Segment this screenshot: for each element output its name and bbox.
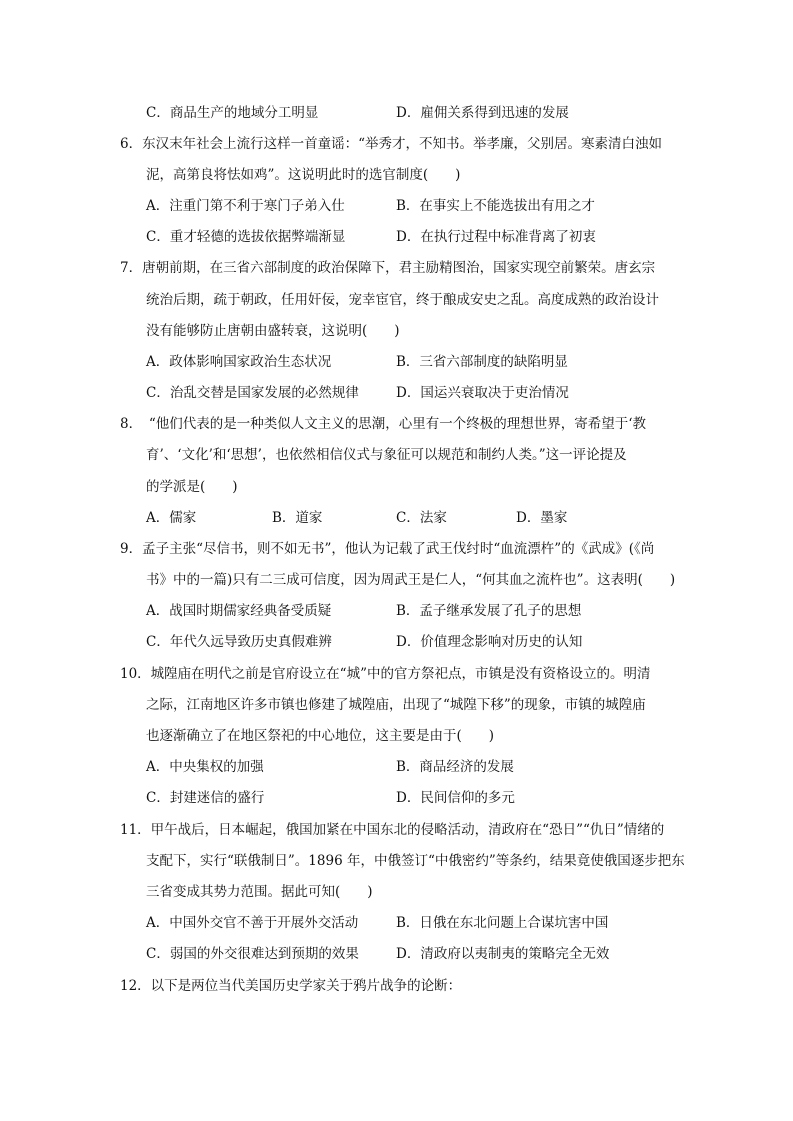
q11-option-b: B．日俄在东北问题上合谋坑害中国 <box>396 915 609 931</box>
q11-option-d: D．清政府以夷制夷的策略完全无效 <box>396 946 610 962</box>
q7-option-b: B．三省六部制度的缺陷明显 <box>396 354 568 370</box>
q7-stem-line3: 没有能够防止唐朝由盛转衰，这说明( ) <box>146 323 400 339</box>
q10-stem-line1: 10．城隍庙在明代之前是官府设立在“城”中的官方祭祀点，市镇是没有资格设立的。明清 <box>120 666 651 682</box>
q10-option-b: B．商品经济的发展 <box>396 759 514 775</box>
q11-option-c: C．弱国的外交很难达到预期的效果 <box>146 946 359 962</box>
q10-option-a: A．中央集权的加强 <box>146 759 264 775</box>
q10-stem-line2: 之际，江南地区许多市镇也修建了城隍庙，出现了“城隍下移”的现象，市镇的城隍庙 <box>146 697 646 713</box>
q6-option-d: D．在执行过程中标准背离了初衷 <box>396 229 596 245</box>
q9-stem-line2: 书》中的一篇)只有二三成可信度，因为周武王是仁人，“何其血之流杵也”。这表明( ) <box>146 572 676 588</box>
q8-option-c: C．法家 <box>396 510 447 526</box>
q11-stem-line3: 三省变成其势力范围。据此可知( ) <box>146 884 373 900</box>
q7-option-a: A．政体影响国家政治生态状况 <box>146 354 332 370</box>
q6-option-b: B．在事实上不能选拔出有用之才 <box>396 198 595 214</box>
q12-stem-line1: 12．以下是两位当代美国历史学家关于鸦片战争的论断： <box>120 978 462 994</box>
q9-option-d: D．价值理念影响对历史的认知 <box>396 634 583 650</box>
q9-option-c: C．年代久远导致历史真假难辨 <box>146 634 332 650</box>
q6-option-a: A．注重门第不利于寒门子弟入仕 <box>146 198 345 214</box>
q10-stem-line3: 也逐渐确立了在地区祭祀的中心地位，这主要是由于( ) <box>146 728 495 744</box>
q8-option-d: D．墨家 <box>516 510 568 526</box>
q11-stem-line2: 支配下，实行“联俄制日”。1896 年，中俄签订“中俄密约”等条约，结果竟使俄国逐步把东 <box>146 853 685 869</box>
q6-stem-line2: 泥，高第良将怯如鸡”。这说明此时的选官制度( ) <box>146 167 461 183</box>
q10-option-d: D．民间信仰的多元 <box>396 790 515 806</box>
q11-stem-line1: 11．甲午战后，日本崛起，俄国加紧在中国东北的侵略活动，清政府在“恐日”“仇日”情绪的 <box>120 822 665 838</box>
q6-stem-line1: 6．东汉末年社会上流行这样一首童谣：“举秀才，不知书。举孝廉，父别居。寒素清白浊如 <box>120 136 662 152</box>
q8-option-b: B．道家 <box>272 510 323 526</box>
q6-option-c: C．重才轻德的选拔依据弊端渐显 <box>146 229 346 245</box>
q10-option-c: C．封建迷信的盛行 <box>146 790 265 806</box>
q5-option-d: D．雇佣关系得到迅速的发展 <box>396 105 569 121</box>
q7-stem-line2: 统治后期，疏于朝政，任用奸佞，宠幸宦官，终于酿成安史之乱。高度成熟的政治设计 <box>146 292 659 308</box>
q8-option-a: A．儒家 <box>146 510 197 526</box>
q8-stem-line1: 8． “他们代表的是一种类似人文主义的思潮，心里有一个终极的理想世界，寄希望于‘教 <box>120 416 647 432</box>
q8-stem-line2: 育’、‘文化’和‘思想’，也依然相信仪式与象征可以规范和制约人类。”这一评论提及 <box>146 447 627 463</box>
q7-stem-line1: 7．唐朝前期，在三省六部制度的政治保障下，君主励精图治，国家实现空前繁荣。唐玄宗 <box>120 260 656 276</box>
q8-stem-line3: 的学派是( ) <box>146 479 238 495</box>
q7-option-d: D．国运兴衰取决于吏治情况 <box>396 385 569 401</box>
q11-option-a: A．中国外交官不善于开展外交活动 <box>146 915 359 931</box>
q9-option-a: A．战国时期儒家经典备受质疑 <box>146 603 332 619</box>
q9-stem-line1: 9．孟子主张“尽信书，则不如无书”，他认为记载了武王伐纣时“血流漂杵”的《武成》(《尚 <box>120 541 655 557</box>
q7-option-c: C．治乱交替是国家发展的必然规律 <box>146 385 359 401</box>
q9-option-b: B．孟子继承发展了孔子的思想 <box>396 603 582 619</box>
q5-option-c: C．商品生产的地域分工明显 <box>146 105 319 121</box>
